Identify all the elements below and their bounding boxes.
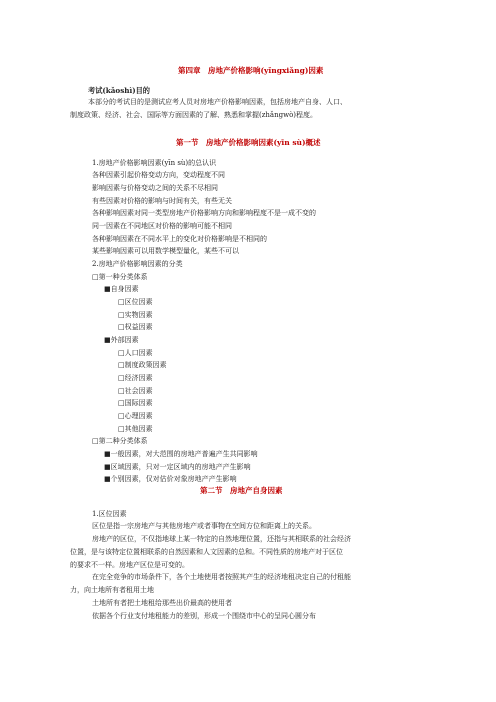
list-line: 各种影响因素在不同水平上的变化对价格影响是不相同的	[92, 235, 267, 243]
s2-line: 土地所有者把土地租给那些出价最高的使用者	[92, 599, 232, 607]
list-line: 同一因素在不同地区对价格的影响可能不相同	[92, 222, 232, 230]
exam-body-line: 制度政策、经济、社会、国际等方面因素的了解、熟悉和掌握(zhǎngwò)程度。	[70, 111, 318, 119]
class2-item: ■区域因素，只对一定区域内的房地产产生影响	[104, 463, 251, 471]
factor-item: □社会因素	[118, 387, 153, 395]
class2-item: ■一般因素，对大范围的房地产普遍产生共同影响	[104, 450, 258, 458]
list-line: 各种影响因素对同一类型房地产价格影响方向和影响程度不是一成不变的	[92, 209, 316, 217]
factor-item: □人口因素	[118, 349, 153, 357]
s2-line: 位置，是与该特定位置相联系的自然因素和人文因素的总和。不同性质的房地产对于区位	[70, 548, 343, 556]
factor-item: □区位因素	[118, 298, 153, 306]
factor-item: □制度政策因素	[118, 361, 167, 369]
list-line: 1.房地产价格影响因素(yīn sù)的总认识	[92, 159, 217, 167]
class2-item: ■个别因素，仅对估价对象房地产产生影响	[104, 475, 237, 483]
s2-item-heading: 1.区位因素	[92, 510, 127, 518]
section2-title: 第二节 房地产自身因素	[200, 486, 283, 495]
factor-item: □国际因素	[118, 399, 153, 407]
factor-item: □经济因素	[118, 374, 153, 382]
chapter-title: 第四章 房地产价格影响(yǐngxiǎng)因素	[178, 66, 324, 75]
s2-line: 在完全竞争的市场条件下，各个土地使用者按照其产生的经济地租决定自己的付租能	[92, 573, 351, 581]
external-factors: ■外部因素	[104, 336, 139, 344]
self-factors: ■自身因素	[104, 285, 139, 293]
s2-line: 区位是指一宗房地产与其他房地产或者事物在空间方位和距离上的关系。	[92, 522, 316, 530]
list-line: 2.房地产价格影响因素的分类	[92, 260, 183, 268]
classification-2: □第二种分类体系	[92, 437, 148, 445]
classification-1: □第一种分类体系	[92, 273, 148, 281]
factor-item: □其他因素	[118, 425, 153, 433]
exam-body-line: 本部分的考试目的是测试应考人员对房地产价格影响因素，包括房地产自身、人口、	[88, 98, 347, 106]
list-line: 有些因素对价格的影响与时间有关，有些无关	[92, 197, 232, 205]
factor-item: □权益因素	[118, 323, 153, 331]
s2-line: 房地产的区位，不仅指地球上某一特定的自然地理位置，还指与其相联系的社会经济	[92, 535, 351, 543]
list-line: 各种因素引起价格变动方向，变动程度不同	[92, 171, 225, 179]
exam-heading: 考试(kǎoshì)目的	[88, 86, 150, 95]
s2-line: 力，向土地所有者租用土地	[70, 586, 154, 594]
list-line: 影响因素与价格变动之间的关系不尽相同	[92, 184, 218, 192]
s2-line: 的要求不一样。房地产区位是可变的。	[70, 561, 189, 569]
list-line: 某些影响因素可以用数学模型量化，某些不可以	[92, 247, 239, 255]
section1-title: 第一节 房地产价格影响因素(yīn sù)概述	[176, 138, 321, 147]
factor-item: □心理因素	[118, 412, 153, 420]
s2-line: 依据各个行业支付地租能力的差别，形成一个围绕市中心的呈同心圆分布	[92, 612, 316, 620]
factor-item: □实物因素	[118, 311, 153, 319]
